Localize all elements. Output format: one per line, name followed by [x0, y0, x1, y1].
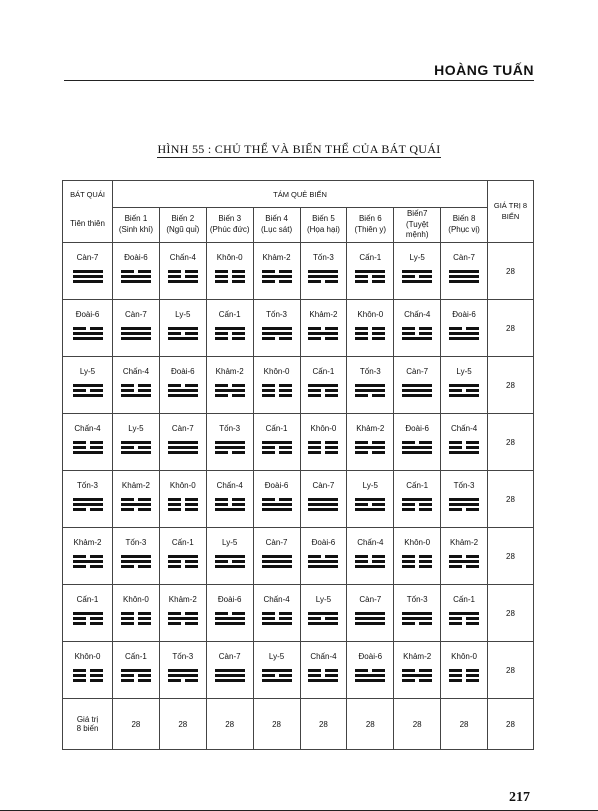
trigram-icon: [449, 553, 479, 570]
variant-trigram-cell: Khảm-2: [253, 243, 300, 300]
grand-total-cell: 28: [488, 699, 534, 750]
table-header-row: [63, 181, 534, 208]
trigram-icon: [215, 553, 245, 570]
variant-trigram-cell: Đoài-6: [394, 414, 441, 471]
variant-trigram-cell: Chấn-4: [206, 471, 253, 528]
table-row: [63, 300, 534, 357]
variant-trigram-cell: Tốn-3: [394, 585, 441, 642]
trigram-icon: [121, 667, 151, 684]
variant-trigram-cell: Đoài-6: [253, 471, 300, 528]
trigram-icon: [215, 610, 245, 627]
trigram-icon: [308, 268, 338, 285]
base-trigram-cell: Tốn-3: [63, 471, 113, 528]
trigram-icon: [73, 439, 103, 456]
trigram-icon: [402, 439, 432, 456]
trigram-icon: [215, 439, 245, 456]
variant-trigram-cell: Ly-5: [253, 642, 300, 699]
trigram-icon: [308, 667, 338, 684]
variant-trigram-cell: Chấn-4: [347, 528, 394, 585]
trigram-icon: [355, 667, 385, 684]
totals-label: Giá trị 8 biến: [63, 699, 113, 750]
row-total-cell: 28: [488, 300, 534, 357]
variant-trigram-cell: Chấn-4: [113, 357, 160, 414]
variant-trigram-cell: Cấn-1: [300, 357, 347, 414]
table-row: [63, 243, 534, 300]
base-trigram-cell: Càn-7: [63, 243, 113, 300]
trigram-icon: [121, 610, 151, 627]
variant-trigram-cell: Càn-7: [441, 243, 488, 300]
totals-row: [63, 699, 534, 750]
trigram-icon: [355, 496, 385, 513]
variant-trigram-cell: Khảm-2: [159, 585, 206, 642]
trigram-icon: [355, 610, 385, 627]
trigram-icon: [121, 382, 151, 399]
trigram-icon: [73, 496, 103, 513]
column-total-cell: 28: [347, 699, 394, 750]
variant-trigram-cell: Đoài-6: [300, 528, 347, 585]
variant-trigram-cell: Khôn-0: [206, 243, 253, 300]
variant-trigram-cell: Tốn-3: [300, 243, 347, 300]
trigram-icon: [73, 667, 103, 684]
trigram-icon: [449, 667, 479, 684]
trigram-icon: [449, 610, 479, 627]
variant-trigram-cell: Khôn-0: [253, 357, 300, 414]
variant-trigram-cell: Khảm-2: [206, 357, 253, 414]
trigram-icon: [215, 382, 245, 399]
trigram-icon: [308, 325, 338, 342]
trigram-icon: [262, 268, 292, 285]
variant-trigram-cell: Ly-5: [113, 414, 160, 471]
base-trigram-cell: Cấn-1: [63, 585, 113, 642]
trigram-icon: [168, 496, 198, 513]
trigram-icon: [355, 268, 385, 285]
trigram-icon: [262, 496, 292, 513]
row-total-cell: 28: [488, 357, 534, 414]
variant-trigram-cell: Càn-7: [113, 300, 160, 357]
row-total-cell: 28: [488, 585, 534, 642]
trigram-icon: [121, 268, 151, 285]
table-row: [63, 642, 534, 699]
variant-trigram-cell: Cấn-1: [113, 642, 160, 699]
variant-trigram-cell: Chấn-4: [441, 414, 488, 471]
trigram-icon: [355, 325, 385, 342]
variant-trigram-cell: Càn-7: [347, 585, 394, 642]
trigram-icon: [215, 496, 245, 513]
trigram-icon: [308, 610, 338, 627]
column-total-cell: 28: [441, 699, 488, 750]
trigram-icon: [308, 553, 338, 570]
base-trigram-cell: Khảm-2: [63, 528, 113, 585]
trigram-icon: [262, 325, 292, 342]
variant-trigram-cell: Khảm-2: [441, 528, 488, 585]
variant-trigram-cell: Càn-7: [394, 357, 441, 414]
trigram-icon: [449, 382, 479, 399]
group-head-tam-que-bien: TÁM QUẺ BIẾN: [113, 181, 488, 208]
col-head-bien-8: Biến 8 (Phục vị): [441, 208, 488, 243]
trigram-icon: [168, 439, 198, 456]
trigram-icon: [73, 382, 103, 399]
base-trigram-cell: Ly-5: [63, 357, 113, 414]
variant-trigram-cell: Chấn-4: [253, 585, 300, 642]
page-number: 217: [509, 790, 530, 805]
variant-trigram-cell: Ly-5: [300, 585, 347, 642]
table-row: [63, 471, 534, 528]
variant-trigram-cell: Khôn-0: [441, 642, 488, 699]
variant-trigram-cell: Tốn-3: [113, 528, 160, 585]
trigram-icon: [402, 382, 432, 399]
variant-trigram-cell: Chấn-4: [394, 300, 441, 357]
variant-trigram-cell: Đoài-6: [113, 243, 160, 300]
variant-trigram-cell: Càn-7: [206, 642, 253, 699]
column-total-cell: 28: [300, 699, 347, 750]
variant-trigram-cell: Cấn-1: [253, 414, 300, 471]
trigram-icon: [168, 667, 198, 684]
trigram-icon: [449, 439, 479, 456]
trigram-icon: [402, 667, 432, 684]
variant-trigram-cell: Tốn-3: [159, 642, 206, 699]
trigram-icon: [262, 439, 292, 456]
table-row: [63, 357, 534, 414]
trigram-icon: [449, 325, 479, 342]
variant-trigram-cell: Ly-5: [347, 471, 394, 528]
running-header-author: HOÀNG TUẤN: [434, 62, 534, 78]
trigram-icon: [262, 610, 292, 627]
trigram-icon: [168, 610, 198, 627]
variant-trigram-cell: Khảm-2: [347, 414, 394, 471]
col-head-bien-7: Biến7 (Tuyệt mệnh): [394, 208, 441, 243]
trigram-icon: [168, 268, 198, 285]
trigram-icon: [262, 553, 292, 570]
bat-quai-table: [62, 180, 534, 750]
col-head-bien-5: Biến 5 (Họa hại): [300, 208, 347, 243]
variant-trigram-cell: Càn-7: [300, 471, 347, 528]
variant-trigram-cell: Tốn-3: [347, 357, 394, 414]
trigram-icon: [402, 610, 432, 627]
table-row: [63, 528, 534, 585]
variant-trigram-cell: Ly-5: [441, 357, 488, 414]
variant-trigram-cell: Ly-5: [159, 300, 206, 357]
variant-trigram-cell: Khảm-2: [300, 300, 347, 357]
variant-trigram-cell: Khôn-0: [113, 585, 160, 642]
row-total-cell: 28: [488, 642, 534, 699]
variant-trigram-cell: Ly-5: [394, 243, 441, 300]
col-head-bat-quai: BÁT QUÁI: [63, 181, 113, 208]
col-head-bien-4: Biến 4 (Lục sát): [253, 208, 300, 243]
variant-trigram-cell: Khôn-0: [159, 471, 206, 528]
variant-trigram-cell: Khôn-0: [394, 528, 441, 585]
variant-trigram-cell: Cấn-1: [159, 528, 206, 585]
col-head-gia-tri: GIÁ TRỊ 8 BIẾN: [488, 181, 534, 243]
col-head-bien-2: Biến 2 (Ngũ quỉ): [159, 208, 206, 243]
base-trigram-cell: Đoài-6: [63, 300, 113, 357]
variant-trigram-cell: Càn-7: [159, 414, 206, 471]
variant-trigram-cell: Tốn-3: [253, 300, 300, 357]
trigram-icon: [262, 667, 292, 684]
column-total-cell: 28: [206, 699, 253, 750]
col-head-bien-6: Biến 6 (Thiên y): [347, 208, 394, 243]
row-total-cell: 28: [488, 243, 534, 300]
col-head-tien-thien: Tiên thiên: [63, 208, 113, 243]
table-row: [63, 414, 534, 471]
trigram-icon: [73, 610, 103, 627]
table-row: [63, 585, 534, 642]
trigram-icon: [215, 667, 245, 684]
variant-trigram-cell: Chấn-4: [300, 642, 347, 699]
table-subheader-row: [63, 208, 534, 243]
trigram-icon: [121, 325, 151, 342]
variant-trigram-cell: Khảm-2: [394, 642, 441, 699]
variant-trigram-cell: Đoài-6: [347, 642, 394, 699]
variant-trigram-cell: Đoài-6: [441, 300, 488, 357]
variant-trigram-cell: Khảm-2: [113, 471, 160, 528]
column-total-cell: 28: [159, 699, 206, 750]
trigram-icon: [73, 268, 103, 285]
variant-trigram-cell: Khôn-0: [300, 414, 347, 471]
variant-trigram-cell: Càn-7: [253, 528, 300, 585]
trigram-icon: [73, 325, 103, 342]
trigram-icon: [168, 325, 198, 342]
row-total-cell: 28: [488, 471, 534, 528]
variant-trigram-cell: Đoài-6: [159, 357, 206, 414]
variant-trigram-cell: Tốn-3: [206, 414, 253, 471]
trigram-icon: [215, 325, 245, 342]
variant-trigram-cell: Cấn-1: [347, 243, 394, 300]
column-total-cell: 28: [394, 699, 441, 750]
trigram-icon: [308, 439, 338, 456]
trigram-icon: [449, 496, 479, 513]
trigram-icon: [402, 496, 432, 513]
trigram-icon: [168, 382, 198, 399]
row-total-cell: 28: [488, 414, 534, 471]
variant-trigram-cell: Khôn-0: [347, 300, 394, 357]
trigram-icon: [355, 439, 385, 456]
trigram-icon: [73, 553, 103, 570]
variant-trigram-cell: Tốn-3: [441, 471, 488, 528]
column-total-cell: 28: [253, 699, 300, 750]
trigram-icon: [402, 268, 432, 285]
variant-trigram-cell: Cấn-1: [206, 300, 253, 357]
trigram-icon: [215, 268, 245, 285]
trigram-icon: [355, 382, 385, 399]
variant-trigram-cell: Cấn-1: [441, 585, 488, 642]
trigram-icon: [262, 382, 292, 399]
column-total-cell: 28: [113, 699, 160, 750]
col-head-bien-3: Biến 3 (Phúc đức): [206, 208, 253, 243]
variant-trigram-cell: Cấn-1: [394, 471, 441, 528]
trigram-icon: [121, 496, 151, 513]
trigram-icon: [355, 553, 385, 570]
figure-title: HÌNH 55 : CHỦ THỂ VÀ BIẾN THỂ CỦA BÁT QUÁI: [157, 142, 441, 156]
variant-trigram-cell: Chấn-4: [159, 243, 206, 300]
trigram-icon: [402, 553, 432, 570]
trigram-icon: [308, 382, 338, 399]
header-rule: [64, 80, 534, 81]
base-trigram-cell: Khôn-0: [63, 642, 113, 699]
trigram-icon: [402, 325, 432, 342]
col-head-bien-1: Biến 1 (Sinh khí): [113, 208, 160, 243]
trigram-icon: [121, 553, 151, 570]
trigram-icon: [308, 496, 338, 513]
base-trigram-cell: Chấn-4: [63, 414, 113, 471]
trigram-icon: [121, 439, 151, 456]
variant-trigram-cell: Đoài-6: [206, 585, 253, 642]
trigram-icon: [168, 553, 198, 570]
variant-trigram-cell: Ly-5: [206, 528, 253, 585]
row-total-cell: 28: [488, 528, 534, 585]
trigram-icon: [449, 268, 479, 285]
